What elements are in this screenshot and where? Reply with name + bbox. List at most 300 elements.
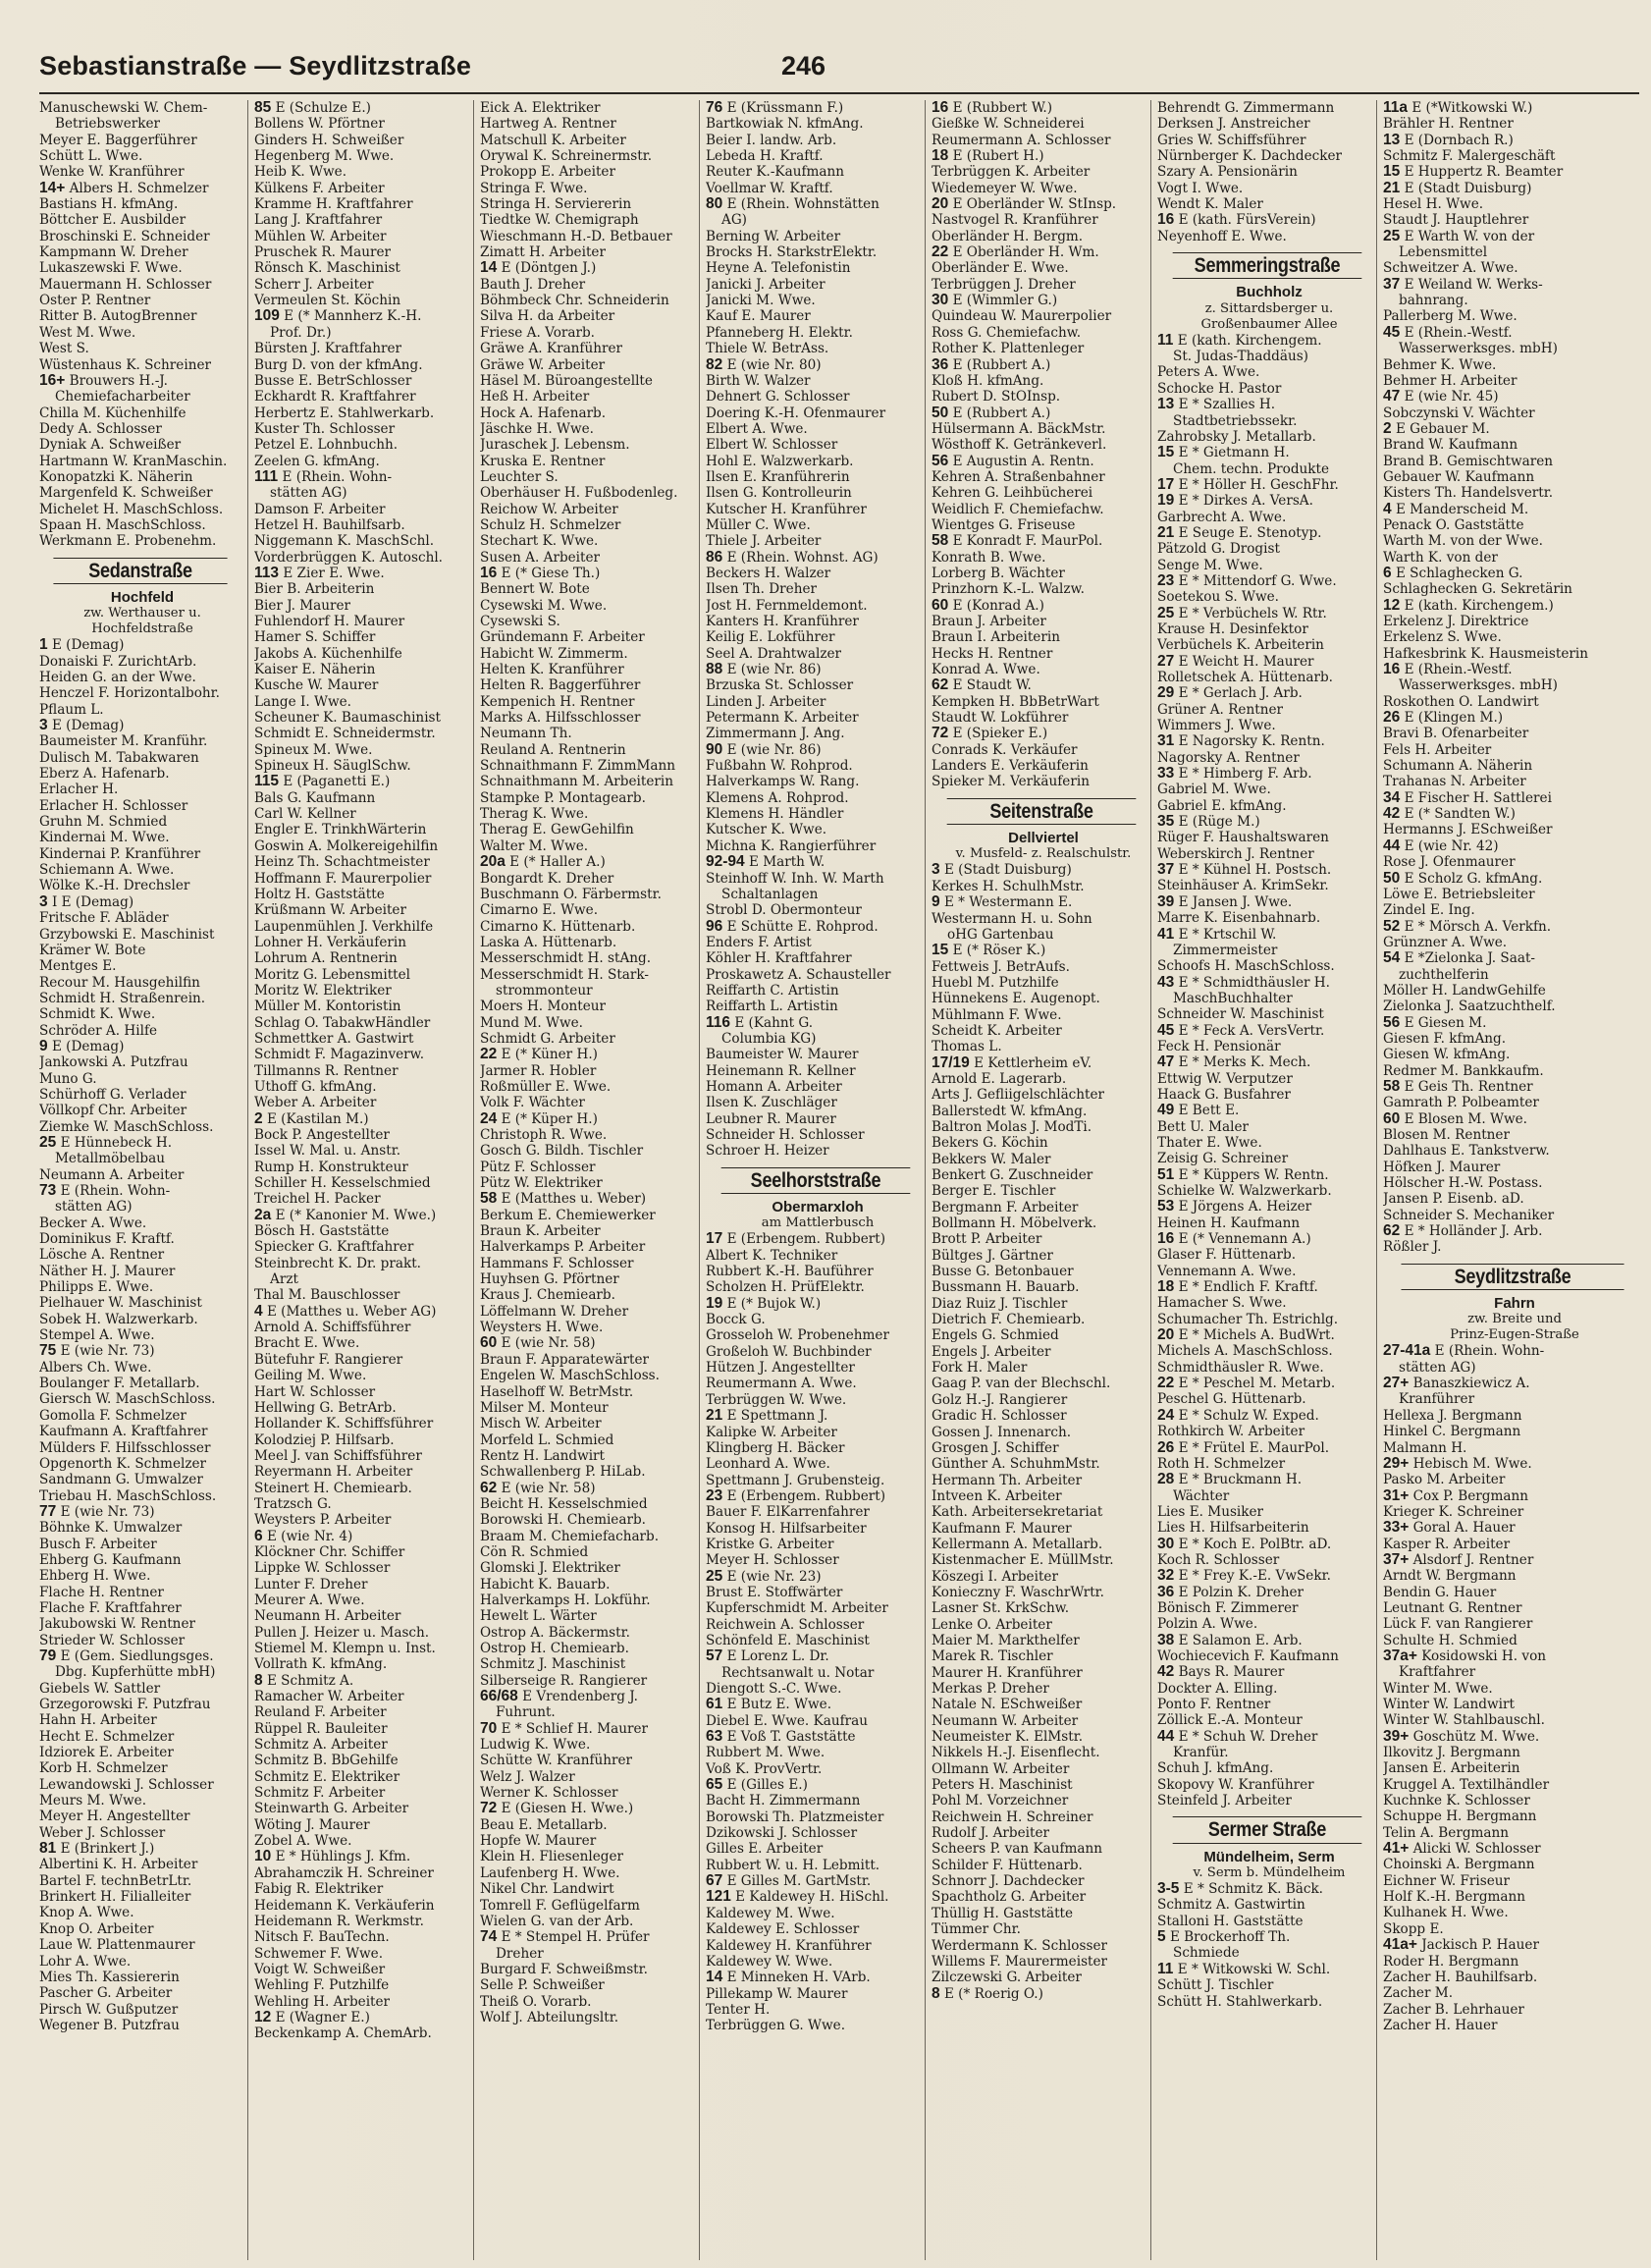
entry-text: E * Gerlach J. Arb.	[1178, 685, 1303, 702]
house-entry	[1157, 766, 1381, 782]
entry-text: E * Feck A. VersVertr.	[1178, 1022, 1325, 1039]
entry-text: Banaszkiewicz A.	[1412, 1376, 1530, 1392]
resident-entry	[1157, 1994, 1381, 2010]
entry-text: E (wie Nr. 86)	[726, 662, 822, 678]
entry-text: Steinhoff W. Inh. W. Marth	[706, 870, 884, 887]
house-number: 29+	[1383, 1455, 1413, 1472]
entry-text: Huebl M. Putzhilfe	[932, 974, 1059, 991]
resident-entry	[932, 1152, 1155, 1167]
resident-entry	[706, 454, 930, 469]
entry-text: Natale N. ESchweißer	[932, 1697, 1083, 1713]
resident-entry	[39, 1552, 245, 1568]
entry-text: Schweitzer A. Wwe.	[1383, 260, 1518, 277]
entry-text: Kaufmann F. Maurer	[932, 1520, 1072, 1537]
entry-text: Zimatt H. Arbeiter	[480, 244, 606, 261]
house-number: 30	[1157, 1536, 1179, 1552]
resident-entry	[480, 1496, 704, 1512]
resident-entry	[480, 1143, 704, 1159]
entry-text: Wieschmann H.-D. Betbauer	[480, 228, 672, 244]
entry-text: Kampmann W. Dreher	[39, 244, 188, 261]
resident-entry	[254, 581, 478, 597]
entry-text: Wehling H. Arbeiter	[254, 1993, 391, 2010]
house-entry	[1157, 927, 1381, 943]
resident-entry	[39, 1391, 245, 1407]
district-name: Buchholz	[1236, 284, 1303, 301]
house-number: 28	[1157, 1472, 1179, 1488]
resident-entry	[254, 790, 478, 806]
house-entry	[1157, 493, 1381, 509]
house-entry	[254, 1208, 478, 1223]
resident-entry	[1157, 1488, 1381, 1504]
entry-text: Voellmar W. Kraftf.	[706, 180, 833, 196]
entry-text: Rother K. Plattenleger	[932, 341, 1085, 357]
house-number: 16	[932, 100, 953, 116]
house-entry	[254, 308, 478, 324]
entry-text: Oberländer H. Bergm.	[932, 228, 1084, 244]
house-entry	[1157, 1408, 1381, 1424]
house-entry	[39, 1343, 245, 1359]
house-number: 41a+	[1383, 1937, 1422, 1954]
resident-entry	[1383, 1063, 1646, 1079]
resident-entry	[254, 1079, 478, 1095]
resident-entry	[706, 1111, 930, 1127]
entry-text: Strieder W. Schlosser	[39, 1632, 186, 1648]
entry-text: Werkmann E. Probenehm.	[39, 533, 217, 550]
entry-text: Issel W. Mal. u. Anstr.	[254, 1143, 401, 1160]
resident-entry	[39, 100, 245, 116]
resident-entry	[706, 2002, 930, 2018]
entry-text: E (kath. Kirchengem.)	[1404, 597, 1554, 614]
resident-entry	[480, 1544, 704, 1560]
resident-entry	[1383, 854, 1646, 870]
entry-text: E * Verbüchels W. Rtr.	[1178, 605, 1327, 621]
entry-text: Schmidt K. Wwe.	[39, 1006, 156, 1023]
entry-text: Trahanas N. Arbeiter	[1383, 774, 1526, 790]
resident-entry	[480, 1593, 704, 1608]
house-entry	[1157, 445, 1381, 460]
entry-text: Buschmann O. Färbermstr.	[480, 886, 662, 902]
resident-entry	[39, 878, 245, 893]
resident-entry	[254, 1175, 478, 1191]
house-number: 44	[1157, 1728, 1179, 1745]
entry-text: Recour M. Hausgehilfin	[39, 974, 200, 991]
entry-text: E (Döntgen J.)	[501, 260, 597, 277]
house-entry	[1157, 525, 1381, 541]
resident-entry	[254, 196, 478, 212]
resident-entry	[39, 766, 245, 782]
resident-entry	[480, 1673, 704, 1689]
entry-text: Schumann A. Näherin	[1383, 758, 1533, 775]
resident-entry	[254, 1977, 478, 1993]
entry-text: Terbrüggen G. Wwe.	[706, 2018, 846, 2034]
entry-text: E (Rhein.-Westf.	[1404, 662, 1513, 678]
entry-text: Giebels W. Sattler	[39, 1680, 161, 1697]
entry-text: E (Gem. Siedlungsges.	[60, 1647, 214, 1664]
resident-entry	[1157, 381, 1381, 397]
entry-text: Brust E. Stoffwärter	[706, 1584, 843, 1600]
resident-entry	[1383, 196, 1646, 212]
entry-text: Kasper R. Arbeiter	[1383, 1536, 1511, 1552]
resident-entry	[480, 1304, 704, 1320]
resident-entry	[39, 293, 245, 308]
resident-entry	[932, 1504, 1155, 1520]
entry-text: West S.	[39, 341, 89, 357]
street-range: zw. Breite und	[1467, 1312, 1562, 1327]
house-entry	[1157, 1376, 1381, 1391]
entry-text: Arnold A. Schiffsführer	[254, 1320, 411, 1336]
entry-text: Lang J. Kraftfahrer	[254, 212, 383, 229]
entry-text: E (Rubbert A.)	[952, 405, 1051, 421]
resident-entry	[932, 774, 1155, 789]
resident-entry	[932, 1938, 1155, 1954]
house-entry	[39, 718, 245, 733]
entry-text: Rößler J.	[1383, 1239, 1442, 1256]
entry-text: Konrath B. Wwe.	[932, 549, 1046, 566]
resident-entry	[480, 999, 704, 1014]
resident-entry	[480, 726, 704, 741]
house-entry	[706, 1889, 930, 1905]
house-number: 24	[480, 1110, 502, 1127]
resident-entry	[932, 694, 1155, 710]
house-number: 26	[1383, 710, 1405, 727]
house-entry	[1157, 1962, 1381, 1977]
entry-text: Choinski A. Bergmann	[1383, 1857, 1535, 1873]
resident-entry	[39, 1360, 245, 1376]
resident-entry	[706, 1681, 930, 1697]
entry-text: Jakubowski W. Rentner	[39, 1616, 195, 1633]
resident-entry	[39, 1424, 245, 1439]
entry-text: Janicki M. Wwe.	[706, 293, 816, 309]
house-number: 44	[1383, 837, 1405, 854]
house-number: 39+	[1383, 1728, 1413, 1745]
resident-entry	[706, 1745, 930, 1760]
entry-text: Jansen E. Arbeiterin	[1383, 1760, 1520, 1777]
entry-text: Jarmer R. Hobler	[480, 1062, 597, 1079]
entry-text: Doering K.-H. Ofenmaurer	[706, 405, 886, 421]
entry-text: Meurs M. Wwe.	[39, 1793, 147, 1809]
entry-text: E Lorenz L. Dr.	[726, 1648, 829, 1665]
resident-entry	[254, 373, 478, 389]
resident-entry	[932, 485, 1155, 501]
street-heading: Sedanstraße	[53, 558, 227, 584]
resident-entry	[1383, 1160, 1646, 1175]
resident-entry	[932, 1327, 1155, 1343]
house-entry	[1157, 477, 1381, 493]
resident-entry	[706, 1809, 930, 1825]
resident-entry	[1157, 782, 1381, 797]
entry-text: E Seuge E. Stenotyp.	[1178, 524, 1322, 541]
resident-entry	[39, 1889, 245, 1905]
resident-entry	[706, 677, 930, 693]
entry-text: E (* Vennemann A.)	[1178, 1231, 1311, 1248]
entry-text: Broschinski E. Schneider	[39, 228, 210, 244]
entry-text: Oberländer E. Wwe.	[932, 260, 1069, 277]
resident-entry	[254, 1898, 478, 1914]
resident-entry	[706, 614, 930, 629]
house-entry	[1383, 1343, 1646, 1359]
resident-entry	[480, 758, 704, 774]
directory-column	[247, 100, 478, 2260]
entry-text: Pütz W. Elektriker	[480, 1175, 603, 1192]
resident-entry	[1157, 1712, 1381, 1728]
house-number: 80	[706, 196, 727, 213]
resident-entry	[254, 1223, 478, 1239]
entry-text: Kindernai P. Kranführer	[39, 845, 201, 862]
resident-entry	[1383, 1873, 1646, 1889]
entry-text: St. Judas-Thaddäus)	[1173, 349, 1308, 365]
entry-text: Löwe E. Betriebsleiter	[1383, 886, 1535, 902]
entry-text: Kindernai M. Wwe.	[39, 830, 170, 846]
resident-entry	[1157, 750, 1381, 766]
house-entry	[932, 148, 1155, 164]
entry-text: Glaser F. Hüttenarb.	[1157, 1247, 1297, 1264]
entry-text: Lenke O. Arbeiter	[932, 1616, 1052, 1633]
entry-text: Külkens F. Arbeiter	[254, 180, 385, 196]
resident-entry	[1383, 1633, 1646, 1648]
resident-entry	[254, 1512, 478, 1528]
entry-text: E (wie Nr. 80)	[726, 356, 822, 373]
resident-entry	[39, 1760, 245, 1776]
house-entry	[39, 1648, 245, 1664]
resident-entry	[480, 1994, 704, 2010]
entry-text: Roskothen O. Landwirt	[1383, 693, 1539, 710]
resident-entry	[1157, 991, 1381, 1006]
resident-entry	[480, 1271, 704, 1287]
resident-entry	[39, 1488, 245, 1504]
entry-text: Matschull K. Arbeiter	[480, 132, 626, 148]
entry-text: E Brockerhoff Th.	[1169, 1929, 1291, 1946]
house-number: 11	[1157, 1961, 1178, 1977]
resident-entry	[932, 308, 1155, 324]
resident-entry	[932, 550, 1155, 566]
resident-entry	[480, 1833, 704, 1849]
house-number: 33	[1157, 766, 1179, 783]
entry-text: Wehling F. Putzhilfe	[254, 1977, 390, 1994]
resident-entry	[254, 1946, 478, 1962]
entry-text: Dzikowski J. Schlosser	[706, 1825, 858, 1842]
resident-entry	[1157, 116, 1381, 132]
resident-entry	[1157, 364, 1381, 380]
entry-text: Reiffarth C. Artistin	[706, 982, 839, 999]
house-entry	[1383, 277, 1646, 293]
street-range: v. Serm b. Mündelheim	[1193, 1865, 1346, 1881]
house-number: 17/19	[932, 1054, 975, 1071]
entry-text: E Jansen J. Wwe.	[1178, 893, 1293, 910]
entry-text: Elbert W. Schlosser	[706, 437, 838, 454]
entry-text: Schoofs H. MaschSchloss.	[1157, 958, 1335, 975]
resident-entry	[254, 1544, 478, 1560]
resident-entry	[1383, 1095, 1646, 1110]
entry-text: E (Kahnt G.	[734, 1014, 814, 1031]
entry-text: E * Schmidthäusler H.	[1178, 974, 1330, 991]
resident-entry	[39, 798, 245, 814]
entry-text: Wegener B. Putzfrau	[39, 2017, 180, 2033]
resident-entry	[254, 164, 478, 180]
resident-entry	[932, 1537, 1155, 1552]
house-entry	[1383, 1520, 1646, 1536]
entry-text: Zahrobsky J. Metallarb.	[1157, 428, 1316, 445]
resident-entry	[932, 1521, 1155, 1537]
house-entry	[1383, 950, 1646, 966]
entry-text: Köszegi I. Arbeiter	[932, 1568, 1058, 1585]
entry-text: Werdermann K. Schlosser	[932, 1937, 1107, 1954]
entry-text: Gries W. Schiffsführer	[1157, 132, 1306, 148]
resident-entry	[932, 1392, 1155, 1408]
house-entry	[39, 637, 245, 653]
entry-text: Erkelenz S. Wwe.	[1383, 629, 1502, 646]
entry-text: Gamrath P. Polbeamter	[1383, 1095, 1539, 1111]
entry-text: Dietrich F. Chemiearb.	[932, 1312, 1086, 1328]
resident-entry	[480, 919, 704, 935]
entry-text: Mühlen W. Arbeiter	[254, 228, 387, 244]
directory-column	[39, 100, 245, 2260]
resident-entry	[1383, 293, 1646, 308]
entry-text: Schmidthäusler R. Wwe.	[1157, 1359, 1324, 1376]
resident-entry	[706, 1858, 930, 1873]
entry-text: Kolodziej P. Hilfsarb.	[254, 1431, 395, 1448]
resident-entry	[254, 1817, 478, 1833]
house-number: 20	[1157, 1327, 1179, 1344]
entry-text: Hermann Th. Arbeiter	[932, 1472, 1083, 1488]
house-entry	[1383, 1376, 1646, 1391]
house-number: 47	[1157, 1054, 1179, 1071]
entry-text: Neyenhoff E. Wwe.	[1157, 228, 1287, 244]
house-number: 67	[706, 1873, 727, 1890]
resident-entry	[39, 437, 245, 453]
entry-text: Hebisch M. Wwe.	[1412, 1455, 1532, 1472]
entry-text: Zielonka J. Saatzuchthelf.	[1383, 999, 1556, 1015]
resident-entry	[932, 1761, 1155, 1777]
resident-entry	[480, 116, 704, 132]
resident-entry	[254, 277, 478, 293]
resident-entry	[1383, 533, 1646, 549]
resident-entry	[932, 911, 1155, 927]
resident-entry	[1383, 1777, 1646, 1793]
entry-text: Hermanns J. ESchweißer	[1383, 822, 1553, 838]
resident-entry	[39, 927, 245, 943]
entry-text: Leuchter S.	[480, 468, 559, 485]
entry-text: Hesel H. Wwe.	[1383, 196, 1484, 213]
entry-text: E * Holländer J. Arb.	[1404, 1223, 1543, 1240]
house-entry	[480, 1481, 704, 1496]
resident-entry	[706, 164, 930, 180]
resident-entry	[1383, 2002, 1646, 2018]
entry-text: Stalloni H. Gaststätte	[1157, 1913, 1304, 1929]
resident-entry	[1383, 1600, 1646, 1616]
entry-text: Braun K. Arbeiter	[480, 1223, 601, 1240]
resident-entry	[706, 1841, 930, 1857]
house-entry	[1157, 1023, 1381, 1039]
resident-entry	[480, 1608, 704, 1624]
resident-entry	[254, 389, 478, 405]
resident-entry	[1157, 1977, 1381, 1993]
house-entry	[932, 405, 1155, 421]
resident-entry	[480, 1881, 704, 1897]
entry-text: Laue W. Plattenmaurer	[39, 1937, 195, 1954]
house-number: 77	[39, 1503, 61, 1520]
entry-text: Muno G.	[39, 1070, 97, 1087]
entry-text: Zöllick E.-A. Monteur	[1157, 1712, 1303, 1729]
entry-text: Habicht K. Bauarb.	[480, 1576, 611, 1593]
house-entry	[932, 943, 1155, 958]
entry-text: Lohner H. Verkäuferin	[254, 934, 406, 950]
entry-text: E (*Witkowski W.)	[1411, 100, 1533, 116]
house-entry	[1383, 1729, 1646, 1745]
resident-entry	[1383, 244, 1646, 260]
house-entry	[706, 100, 930, 116]
entry-text: Kauf E. Maurer	[706, 308, 811, 325]
resident-entry	[39, 685, 245, 701]
resident-entry	[706, 1761, 930, 1777]
resident-entry	[39, 1408, 245, 1424]
entry-text: Kempken H. BbBetrWart	[932, 693, 1099, 710]
resident-entry	[39, 533, 245, 549]
resident-entry	[39, 733, 245, 749]
house-entry	[1383, 100, 1646, 116]
entry-text: Pruschek R. Maurer	[254, 244, 392, 261]
resident-entry	[254, 1769, 478, 1785]
entry-text: E (Rhein. Wohn-	[1434, 1343, 1545, 1360]
entry-text: Baltron Molas J. ModTi.	[932, 1118, 1092, 1135]
entry-text: Voß K. ProvVertr.	[706, 1760, 823, 1777]
entry-text: Bays R. Maurer	[1178, 1664, 1285, 1681]
entry-text: Völlkopf Chr. Arbeiter	[39, 1103, 187, 1119]
entry-text: E (Konrad A.)	[952, 597, 1044, 614]
entry-text: Jost H. Fernmeldemont.	[706, 597, 868, 614]
entry-text: Schuppe H. Bergmann	[1383, 1809, 1537, 1825]
entry-text: E Zier E. Wwe.	[283, 565, 385, 581]
house-entry	[1383, 598, 1646, 614]
resident-entry	[1383, 1391, 1646, 1407]
entry-text: Kaldewey W. Wwe.	[706, 1953, 833, 1970]
entry-text: Albers H. Schmelzer	[69, 180, 209, 196]
resident-entry	[1383, 1537, 1646, 1552]
entry-text: Alicki W. Schlosser	[1412, 1841, 1541, 1858]
entry-text: E Marth W.	[748, 854, 826, 871]
entry-text: Cysewski M. Wwe.	[480, 597, 608, 614]
entry-text: Eick A. Elektriker	[480, 100, 601, 116]
resident-entry	[706, 1473, 930, 1488]
resident-entry	[39, 1247, 245, 1263]
resident-entry	[1383, 341, 1646, 356]
resident-entry	[932, 1697, 1155, 1712]
resident-entry	[254, 421, 478, 437]
entry-text: E Gilles M. GartMstr.	[726, 1873, 872, 1890]
resident-entry	[932, 1071, 1155, 1087]
resident-entry	[706, 1279, 930, 1295]
resident-entry	[254, 1384, 478, 1400]
resident-entry	[706, 308, 930, 324]
resident-entry	[932, 1119, 1155, 1135]
entry-text: Kalipke W. Arbeiter	[706, 1424, 837, 1440]
house-entry	[1157, 333, 1381, 349]
entry-text: Heib K. Wwe.	[254, 164, 347, 181]
entry-text: Bösch H. Gaststätte	[254, 1223, 390, 1240]
resident-entry	[39, 1616, 245, 1632]
resident-entry	[706, 244, 930, 260]
resident-entry	[1383, 1208, 1646, 1223]
house-number: 39	[1157, 893, 1179, 910]
street-heading: Sermer Straße	[1173, 1816, 1362, 1843]
entry-text: Rudolf J. Arbeiter	[932, 1825, 1050, 1842]
house-number: 43	[1157, 974, 1179, 991]
resident-entry	[254, 325, 478, 341]
entry-text: Dahlhaus E. Tankstverw.	[1383, 1143, 1550, 1160]
resident-entry	[480, 308, 704, 324]
entry-text: Hellwing G. BetrArb.	[254, 1399, 397, 1416]
entry-text: Enders F. Artist	[706, 934, 812, 950]
entry-text: Betriebswerker	[55, 116, 161, 133]
